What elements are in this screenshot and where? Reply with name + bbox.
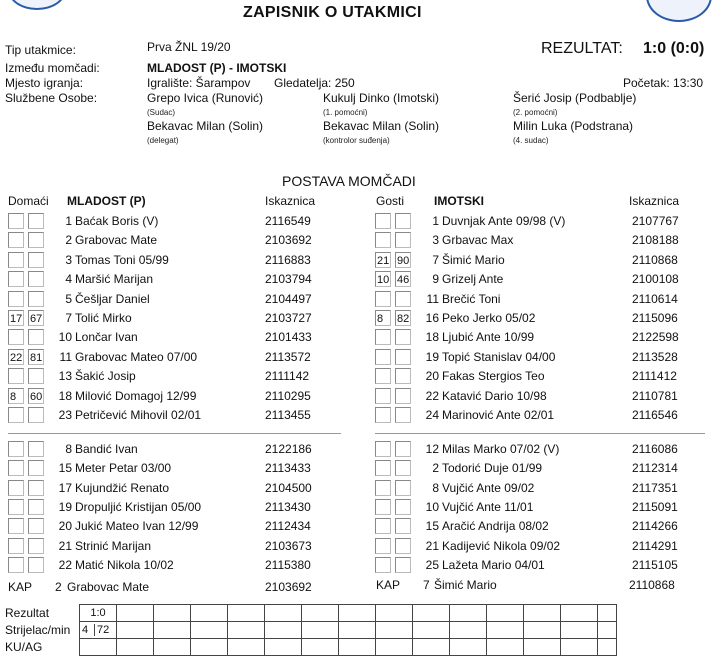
sub-mark-cell: 8 [8, 388, 24, 404]
player-number: 15 [58, 461, 72, 476]
player-name: Grabovac Mateo 07/00 [75, 349, 198, 364]
lineup-title: POSTAVA MOMČADI [282, 173, 416, 189]
player-name: Milas Marko 07/02 (V) [442, 442, 560, 456]
player-name: Kadijević Nikola 09/02 [442, 538, 561, 553]
player-row [375, 460, 705, 479]
official-name: Bekavac Milan (Solin) [323, 119, 440, 133]
player-row [8, 557, 338, 576]
player-name: Tomas Toni 05/99 [75, 252, 169, 267]
player-number: 15 [425, 519, 439, 534]
away-kap-number: 7 [423, 578, 430, 592]
player-row [375, 441, 705, 460]
player-id: 2116883 [265, 252, 311, 267]
official-role: (2. pomoćni) [513, 108, 558, 117]
sub-minute-cell: 67 [28, 310, 44, 326]
sub-mark-cell [375, 213, 391, 229]
sub-mark-cell [8, 232, 24, 248]
player-name: Ljubić Ante 10/99 [442, 330, 535, 345]
official-name: Kukulj Dinko (Imotski) [323, 91, 440, 105]
player-number: 8 [65, 442, 72, 456]
sub-mark-cell [8, 368, 24, 384]
player-id: 2113433 [265, 461, 311, 476]
player-number: 10 [425, 499, 439, 514]
official-name: Milin Luka (Podstrana) [513, 119, 634, 133]
player-id: 2115096 [632, 311, 678, 325]
player-row [375, 271, 705, 290]
player-row [375, 480, 705, 499]
sub-mark-cell [375, 538, 391, 554]
strijelac-minute: 72 [97, 624, 110, 636]
sub-mark-cell [8, 271, 24, 287]
sub-mark-cell [8, 460, 24, 476]
player-number: 21 [425, 538, 439, 553]
player-row [375, 557, 705, 576]
official-name: Šerić Josip (Podbablje) [513, 91, 637, 105]
player-name: Jukić Mateo Ivan 12/99 [75, 519, 199, 534]
player-name: Topić Stanislav 04/00 [442, 349, 556, 364]
home-kap-number: 2 [55, 580, 62, 594]
sub-mark-cell: 22 [8, 349, 24, 365]
player-number: 3 [432, 233, 439, 248]
sub-mark-cell: 21 [375, 252, 391, 268]
sub-minute-cell: 81 [28, 349, 44, 365]
official-role: (1. pomoćni) [323, 108, 368, 117]
player-id: 2103673 [265, 538, 312, 553]
player-name: Grbavac Max [442, 233, 514, 248]
player-row [8, 310, 338, 329]
player-id: 2104497 [265, 291, 312, 306]
player-id: 2113455 [265, 408, 311, 422]
player-row [375, 388, 705, 407]
player-name: Lažeta Mario 04/01 [442, 557, 545, 572]
sub-mark-cell [375, 480, 391, 496]
official-role: (4. sudac) [513, 136, 549, 145]
player-number: 18 [58, 388, 72, 403]
player-number: 25 [425, 557, 439, 572]
mjesto-value: Igralište: Šarampov [147, 76, 251, 90]
player-number: 1 [432, 214, 439, 228]
home-kap-name: Grabovac Mate [67, 580, 150, 594]
player-row [8, 441, 338, 460]
player-row [8, 499, 338, 518]
player-number: 13 [58, 369, 72, 384]
sub-mark-cell [8, 557, 24, 573]
sub-mark-cell [8, 499, 24, 515]
player-number: 2 [65, 233, 72, 248]
player-id: 2122598 [632, 330, 679, 345]
player-id: 2103794 [265, 272, 312, 287]
player-name: Aračić Andrija 08/02 [442, 519, 549, 534]
home-kap-label: KAP [8, 580, 33, 594]
player-name: Grizelj Ante [442, 272, 504, 287]
strijelac-row [3, 622, 617, 639]
home-divider [8, 433, 341, 434]
player-row [375, 499, 705, 518]
player-name: Vujčić Ante 11/01 [442, 499, 534, 514]
away-kap-name: Šimić Mario [434, 578, 497, 592]
player-row [375, 310, 705, 329]
strijelac-number: 4 [80, 624, 95, 636]
player-number: 21 [58, 538, 72, 553]
player-row [375, 232, 705, 251]
sub-minute-cell: 82 [395, 310, 411, 326]
sub-mark-cell [8, 480, 24, 496]
player-id: 2113528 [632, 349, 678, 364]
player-row [8, 329, 338, 348]
player-row [8, 213, 338, 232]
player-number: 11 [59, 349, 72, 364]
player-id: 2116546 [632, 408, 678, 422]
home-team-name: MLADOST (P) [67, 194, 146, 208]
player-id: 2107767 [632, 214, 679, 228]
sub-mark-cell [8, 441, 24, 457]
player-row [375, 213, 705, 232]
player-row [375, 349, 705, 368]
player-row [8, 291, 338, 310]
player-number: 24 [425, 408, 439, 422]
rezultat-value: 1:0 (0:0) [643, 40, 705, 57]
rezultat-row-label: Rezultat [3, 605, 80, 622]
player-number: 19 [58, 499, 72, 514]
sub-mark-cell: 8 [375, 310, 391, 326]
player-id: 2122186 [265, 442, 312, 456]
player-number: 2 [432, 461, 439, 476]
player-id: 2115380 [265, 557, 311, 572]
player-id: 2111412 [632, 369, 677, 384]
away-divider [375, 433, 705, 434]
player-name: Marinović Ante 02/01 [442, 408, 555, 422]
player-row [8, 232, 338, 251]
home-side-label: Domaći [8, 194, 49, 208]
player-number: 19 [425, 349, 439, 364]
player-id: 2114291 [632, 538, 678, 553]
player-id: 2112434 [265, 519, 311, 534]
sub-mark-cell [375, 368, 391, 384]
pocetak: Početak: 13:30 [623, 76, 704, 90]
player-name: Lončar Ivan [75, 330, 138, 345]
home-kap-id: 2103692 [265, 580, 312, 594]
player-number: 10 [58, 330, 72, 345]
izmedu-value: MLADOST (P) - IMOTSKI [147, 61, 287, 75]
player-row [8, 388, 338, 407]
player-number: 20 [58, 519, 72, 534]
player-name: Meter Petar 03/00 [75, 461, 172, 476]
player-id: 2110614 [632, 291, 678, 306]
official-role: (delegat) [147, 136, 179, 145]
player-id: 2115091 [632, 499, 678, 514]
player-row [375, 252, 705, 271]
sub-mark-cell [375, 441, 391, 457]
sub-mark-cell [8, 252, 24, 268]
player-row [8, 407, 338, 426]
rezultat-cell: 1:0 [80, 605, 117, 622]
player-number: 18 [425, 330, 439, 345]
player-number: 22 [425, 388, 439, 403]
player-id: 2115105 [632, 557, 678, 572]
player-row [8, 252, 338, 271]
player-name: Todorić Duje 01/99 [442, 461, 543, 476]
sub-mark-cell [375, 388, 391, 404]
sub-mark-cell [8, 213, 24, 229]
player-name: Šakić Josip [75, 369, 136, 384]
player-id: 2100108 [632, 272, 679, 287]
player-name: Baćak Boris (V) [75, 214, 159, 228]
player-name: Milović Domagoj 12/99 [75, 388, 197, 403]
player-id: 2101433 [265, 330, 312, 345]
player-id: 2103727 [265, 311, 312, 325]
player-id: 2110781 [632, 388, 678, 403]
official-role: (Sudac) [147, 108, 176, 117]
scoring-grid [3, 604, 617, 656]
away-team-name: IMOTSKI [434, 194, 484, 208]
player-name: Tolić Mirko [75, 311, 132, 325]
sub-mark-cell [375, 407, 391, 423]
player-row [8, 538, 338, 557]
player-row [375, 538, 705, 557]
sub-mark-cell [8, 291, 24, 307]
player-id: 2104500 [265, 480, 312, 495]
player-number: 23 [58, 408, 72, 422]
official-role: (kontrolor suđenja) [323, 136, 390, 145]
player-row [8, 271, 338, 290]
strijelac-cell [80, 622, 117, 639]
away-id-header: Iskaznica [629, 194, 680, 208]
tip-label: Tip utakmice: [5, 43, 76, 57]
izmedu-label: Između momčadi: [5, 61, 100, 75]
player-row [375, 407, 705, 426]
player-row [8, 460, 338, 479]
sub-mark-cell [8, 407, 24, 423]
sub-mark-cell [375, 291, 391, 307]
player-id: 2110868 [632, 252, 678, 267]
player-name: Bandić Ivan [75, 442, 138, 456]
mjesto-label: Mjesto igranja: [5, 76, 84, 90]
player-number: 3 [65, 252, 72, 267]
player-number: 1 [65, 214, 72, 228]
sub-mark-cell [8, 538, 24, 554]
player-id: 2103692 [265, 233, 312, 248]
player-name: Vujčić Ante 09/02 [442, 480, 535, 495]
player-row [375, 291, 705, 310]
sub-mark-cell [375, 460, 391, 476]
home-id-header: Iskaznica [265, 194, 316, 208]
player-number: 4 [65, 272, 72, 287]
player-row [8, 368, 338, 387]
sub-mark-cell [8, 329, 24, 345]
player-name: Kujundžić Renato [75, 480, 170, 495]
player-name: Duvnjak Ante 09/98 (V) [442, 214, 566, 228]
tip-value: Prva ŽNL 19/20 [147, 40, 231, 54]
sub-mark-cell: 10 [375, 271, 391, 287]
federation-logo [646, 0, 712, 22]
strijelac-row-label: Strijelac/min [3, 622, 80, 639]
player-row [375, 329, 705, 348]
sub-mark-cell [375, 232, 391, 248]
home-club-logo [8, 0, 66, 10]
player-number: 17 [58, 480, 72, 495]
player-name: Strinić Marijan [75, 538, 152, 553]
player-row [375, 518, 705, 537]
away-kap-id: 2110868 [629, 578, 675, 592]
sub-mark-cell [375, 499, 391, 515]
kuag-row-label: KU/AG [3, 639, 80, 656]
sub-mark-cell [375, 329, 391, 345]
player-name: Češljar Daniel [75, 291, 150, 306]
player-number: 7 [432, 252, 439, 267]
player-row [8, 518, 338, 537]
player-name: Brečić Toni [442, 291, 501, 306]
player-id: 2111142 [265, 369, 310, 384]
sub-minute-cell: 46 [395, 271, 411, 287]
player-id: 2116549 [265, 214, 311, 228]
player-name: Peko Jerko 05/02 [442, 311, 536, 325]
player-id: 2110295 [265, 388, 311, 403]
away-side-label: Gosti [376, 194, 405, 208]
kuag-row [3, 639, 617, 656]
player-name: Katavić Dario 10/98 [442, 388, 547, 403]
player-id: 2112314 [632, 461, 678, 476]
sub-mark-cell [375, 349, 391, 365]
player-name: Grabovac Mate [75, 233, 158, 248]
player-name: Šimić Mario [442, 252, 505, 267]
player-number: 12 [425, 442, 439, 456]
player-name: Fakas Stergios Teo [442, 369, 545, 384]
gledatelja: Gledatelja: 250 [274, 76, 355, 90]
sub-mark-cell [8, 518, 24, 534]
player-number: 5 [65, 291, 72, 306]
player-name: Dropuljić Kristijan 05/00 [75, 499, 202, 514]
player-name: Petričević Mihovil 02/01 [75, 408, 202, 422]
rezultat-label: REZULTAT: [541, 40, 623, 57]
player-number: 20 [425, 369, 439, 384]
player-number: 11 [426, 291, 439, 306]
player-row [8, 349, 338, 368]
official-name: Bekavac Milan (Solin) [147, 119, 264, 133]
player-row [375, 368, 705, 387]
player-number: 7 [65, 311, 72, 325]
sub-mark-cell [375, 518, 391, 534]
player-id: 2116086 [632, 442, 678, 456]
away-kap-label: KAP [376, 578, 401, 592]
sub-minute-cell: 60 [28, 388, 44, 404]
player-row [8, 480, 338, 499]
sub-mark-cell: 17 [8, 310, 24, 326]
sluzbene-label: Službene Osobe: [5, 91, 98, 105]
player-id: 2113430 [265, 499, 311, 514]
player-number: 8 [432, 480, 439, 495]
player-number: 9 [432, 272, 439, 287]
player-id: 2113572 [265, 349, 311, 364]
page-title: ZAPISNIK O UTAKMICI [243, 4, 422, 21]
player-name: Maršić Marijan [75, 272, 154, 287]
sub-mark-cell [375, 557, 391, 573]
rezultat-row [3, 605, 617, 622]
official-name: Grepo Ivica (Runović) [147, 91, 264, 105]
player-id: 2108188 [632, 233, 679, 248]
player-name: Matić Nikola 10/02 [75, 557, 174, 572]
player-number: 16 [425, 311, 439, 325]
player-number: 22 [58, 557, 72, 572]
player-id: 2114266 [632, 519, 678, 534]
sub-minute-cell: 90 [395, 252, 411, 268]
player-id: 2117351 [632, 480, 678, 495]
